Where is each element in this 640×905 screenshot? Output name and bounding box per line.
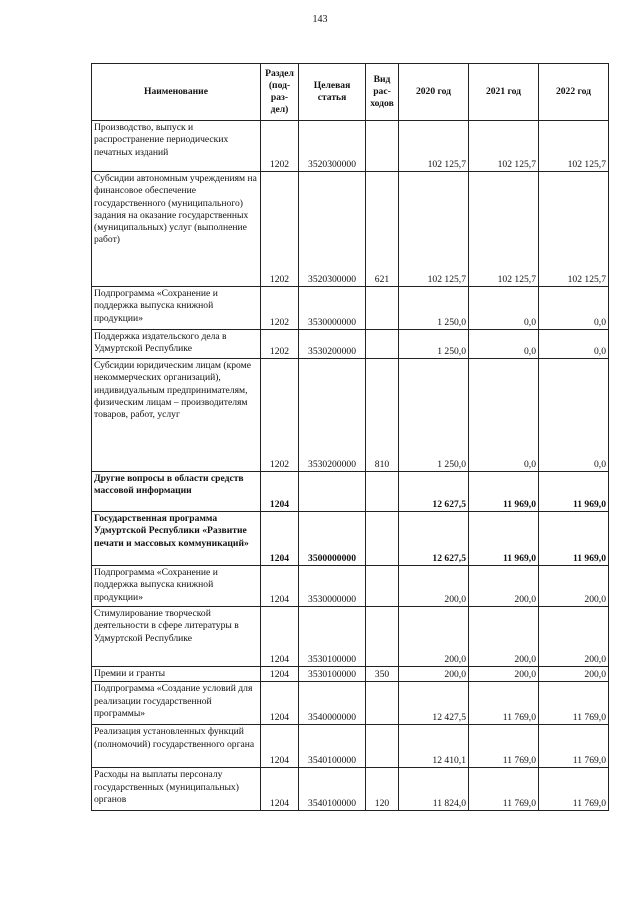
row-2021: 200,0 bbox=[469, 566, 539, 607]
row-vid bbox=[366, 725, 399, 768]
row-2022: 200,0 bbox=[539, 667, 609, 682]
row-section: 1202 bbox=[261, 172, 299, 287]
row-article: 3530100000 bbox=[299, 607, 366, 667]
row-2021: 11 769,0 bbox=[469, 725, 539, 768]
row-2020: 102 125,7 bbox=[399, 172, 469, 287]
table-row bbox=[92, 682, 609, 725]
row-2021: 11 969,0 bbox=[469, 472, 539, 512]
header-2020: 2020 год bbox=[399, 64, 469, 121]
row-vid bbox=[366, 287, 399, 330]
row-vid: 621 bbox=[366, 172, 399, 287]
row-2020: 200,0 bbox=[399, 607, 469, 667]
row-2020: 12 427,5 bbox=[399, 682, 469, 725]
row-2020: 11 824,0 bbox=[399, 768, 469, 811]
header-row bbox=[92, 64, 609, 121]
page-number: 143 bbox=[312, 14, 328, 25]
row-2021: 11 969,0 bbox=[469, 512, 539, 566]
row-article: 3540000000 bbox=[299, 682, 366, 725]
row-article bbox=[299, 472, 366, 512]
row-2021: 0,0 bbox=[469, 287, 539, 330]
header-name: Наименование bbox=[92, 64, 261, 121]
row-name: Государственная программа Удмуртской Республики «Развитие печати и массовых коммуникаций» bbox=[92, 512, 261, 566]
row-section: 1202 bbox=[261, 330, 299, 359]
header-2022: 2022 год bbox=[539, 64, 609, 121]
row-name: Поддержка издательского дела в Удмуртской Республике bbox=[92, 330, 261, 359]
row-2021: 11 769,0 bbox=[469, 682, 539, 725]
table-row bbox=[92, 667, 609, 682]
row-section: 1204 bbox=[261, 682, 299, 725]
row-2021: 11 769,0 bbox=[469, 768, 539, 811]
row-2021: 200,0 bbox=[469, 607, 539, 667]
row-2020: 12 627,5 bbox=[399, 512, 469, 566]
table-row bbox=[92, 725, 609, 768]
row-name: Подпрограмма «Сохранение и поддержка выпуска книжной продукции» bbox=[92, 566, 261, 607]
row-2021: 0,0 bbox=[469, 359, 539, 472]
row-vid bbox=[366, 121, 399, 172]
row-2022: 200,0 bbox=[539, 566, 609, 607]
row-2020: 102 125,7 bbox=[399, 121, 469, 172]
header-section: Раздел (под- раз- дел) bbox=[261, 64, 299, 121]
row-vid: 120 bbox=[366, 768, 399, 811]
row-name: Субсидии автономным учреждениям на финансовое обеспечение государственного (муниципального) задания на оказание государственных (муниципальных) услуг (выполнение работ) bbox=[92, 172, 261, 287]
row-vid bbox=[366, 512, 399, 566]
row-2022: 11 969,0 bbox=[539, 512, 609, 566]
row-section: 1202 bbox=[261, 359, 299, 472]
row-2020: 1 250,0 bbox=[399, 330, 469, 359]
row-2022: 11 769,0 bbox=[539, 682, 609, 725]
row-article: 3530200000 bbox=[299, 359, 366, 472]
row-article: 3540100000 bbox=[299, 768, 366, 811]
table-row bbox=[92, 607, 609, 667]
row-article: 3520300000 bbox=[299, 172, 366, 287]
row-article: 3500000000 bbox=[299, 512, 366, 566]
row-name: Расходы на выплаты персоналу государственных (муниципальных) органов bbox=[92, 768, 261, 811]
header-vid: Вид рас- ходов bbox=[366, 64, 399, 121]
row-2022: 0,0 bbox=[539, 330, 609, 359]
row-section: 1202 bbox=[261, 121, 299, 172]
row-article: 3520300000 bbox=[299, 121, 366, 172]
row-name: Подпрограмма «Создание условий для реализации государственной программы» bbox=[92, 682, 261, 725]
row-name: Подпрограмма «Сохранение и поддержка выпуска книжной продукции» bbox=[92, 287, 261, 330]
row-2022: 11 969,0 bbox=[539, 472, 609, 512]
row-section: 1204 bbox=[261, 472, 299, 512]
table-row bbox=[92, 472, 609, 512]
table-row bbox=[92, 121, 609, 172]
row-vid bbox=[366, 682, 399, 725]
header-2021: 2021 год bbox=[469, 64, 539, 121]
row-name: Премии и гранты bbox=[92, 667, 261, 682]
row-2020: 12 410,1 bbox=[399, 725, 469, 768]
row-2020: 200,0 bbox=[399, 667, 469, 682]
row-section: 1204 bbox=[261, 768, 299, 811]
row-name: Производство, выпуск и распространение периодических печатных изданий bbox=[92, 121, 261, 172]
row-2022: 11 769,0 bbox=[539, 768, 609, 811]
row-article: 3530100000 bbox=[299, 667, 366, 682]
row-section: 1204 bbox=[261, 667, 299, 682]
table-row bbox=[92, 512, 609, 566]
row-article: 3540100000 bbox=[299, 725, 366, 768]
budget-table bbox=[91, 63, 609, 811]
row-vid bbox=[366, 607, 399, 667]
row-2020: 1 250,0 bbox=[399, 359, 469, 472]
row-2021: 200,0 bbox=[469, 667, 539, 682]
row-vid bbox=[366, 330, 399, 359]
row-section: 1202 bbox=[261, 287, 299, 330]
table-row bbox=[92, 768, 609, 811]
row-2021: 0,0 bbox=[469, 330, 539, 359]
row-section: 1204 bbox=[261, 607, 299, 667]
row-2022: 0,0 bbox=[539, 287, 609, 330]
table-row bbox=[92, 287, 609, 330]
table-row bbox=[92, 359, 609, 472]
row-name: Субсидии юридическим лицам (кроме некоммерческих организаций), индивидуальным предпринимателям, физическим лицам – производителям товаров, работ, услуг bbox=[92, 359, 261, 472]
table-row bbox=[92, 172, 609, 287]
table-row bbox=[92, 330, 609, 359]
row-2022: 102 125,7 bbox=[539, 121, 609, 172]
row-section: 1204 bbox=[261, 566, 299, 607]
row-2022: 0,0 bbox=[539, 359, 609, 472]
row-article: 3530000000 bbox=[299, 566, 366, 607]
row-section: 1204 bbox=[261, 725, 299, 768]
row-article: 3530000000 bbox=[299, 287, 366, 330]
table-row bbox=[92, 566, 609, 607]
row-article: 3530200000 bbox=[299, 330, 366, 359]
row-2022: 102 125,7 bbox=[539, 172, 609, 287]
row-vid: 350 bbox=[366, 667, 399, 682]
row-2020: 1 250,0 bbox=[399, 287, 469, 330]
header-article: Целевая статья bbox=[299, 64, 366, 121]
row-2022: 11 769,0 bbox=[539, 725, 609, 768]
row-vid bbox=[366, 566, 399, 607]
row-name: Другие вопросы в области средств массовой информации bbox=[92, 472, 261, 512]
row-name: Реализация установленных функций (полномочий) государственного органа bbox=[92, 725, 261, 768]
row-vid: 810 bbox=[366, 359, 399, 472]
row-section: 1204 bbox=[261, 512, 299, 566]
row-2021: 102 125,7 bbox=[469, 121, 539, 172]
row-2020: 12 627,5 bbox=[399, 472, 469, 512]
row-2021: 102 125,7 bbox=[469, 172, 539, 287]
row-2022: 200,0 bbox=[539, 607, 609, 667]
row-2020: 200,0 bbox=[399, 566, 469, 607]
row-vid bbox=[366, 472, 399, 512]
row-name: Стимулирование творческой деятельности в сфере литературы в Удмуртской Республике bbox=[92, 607, 261, 667]
